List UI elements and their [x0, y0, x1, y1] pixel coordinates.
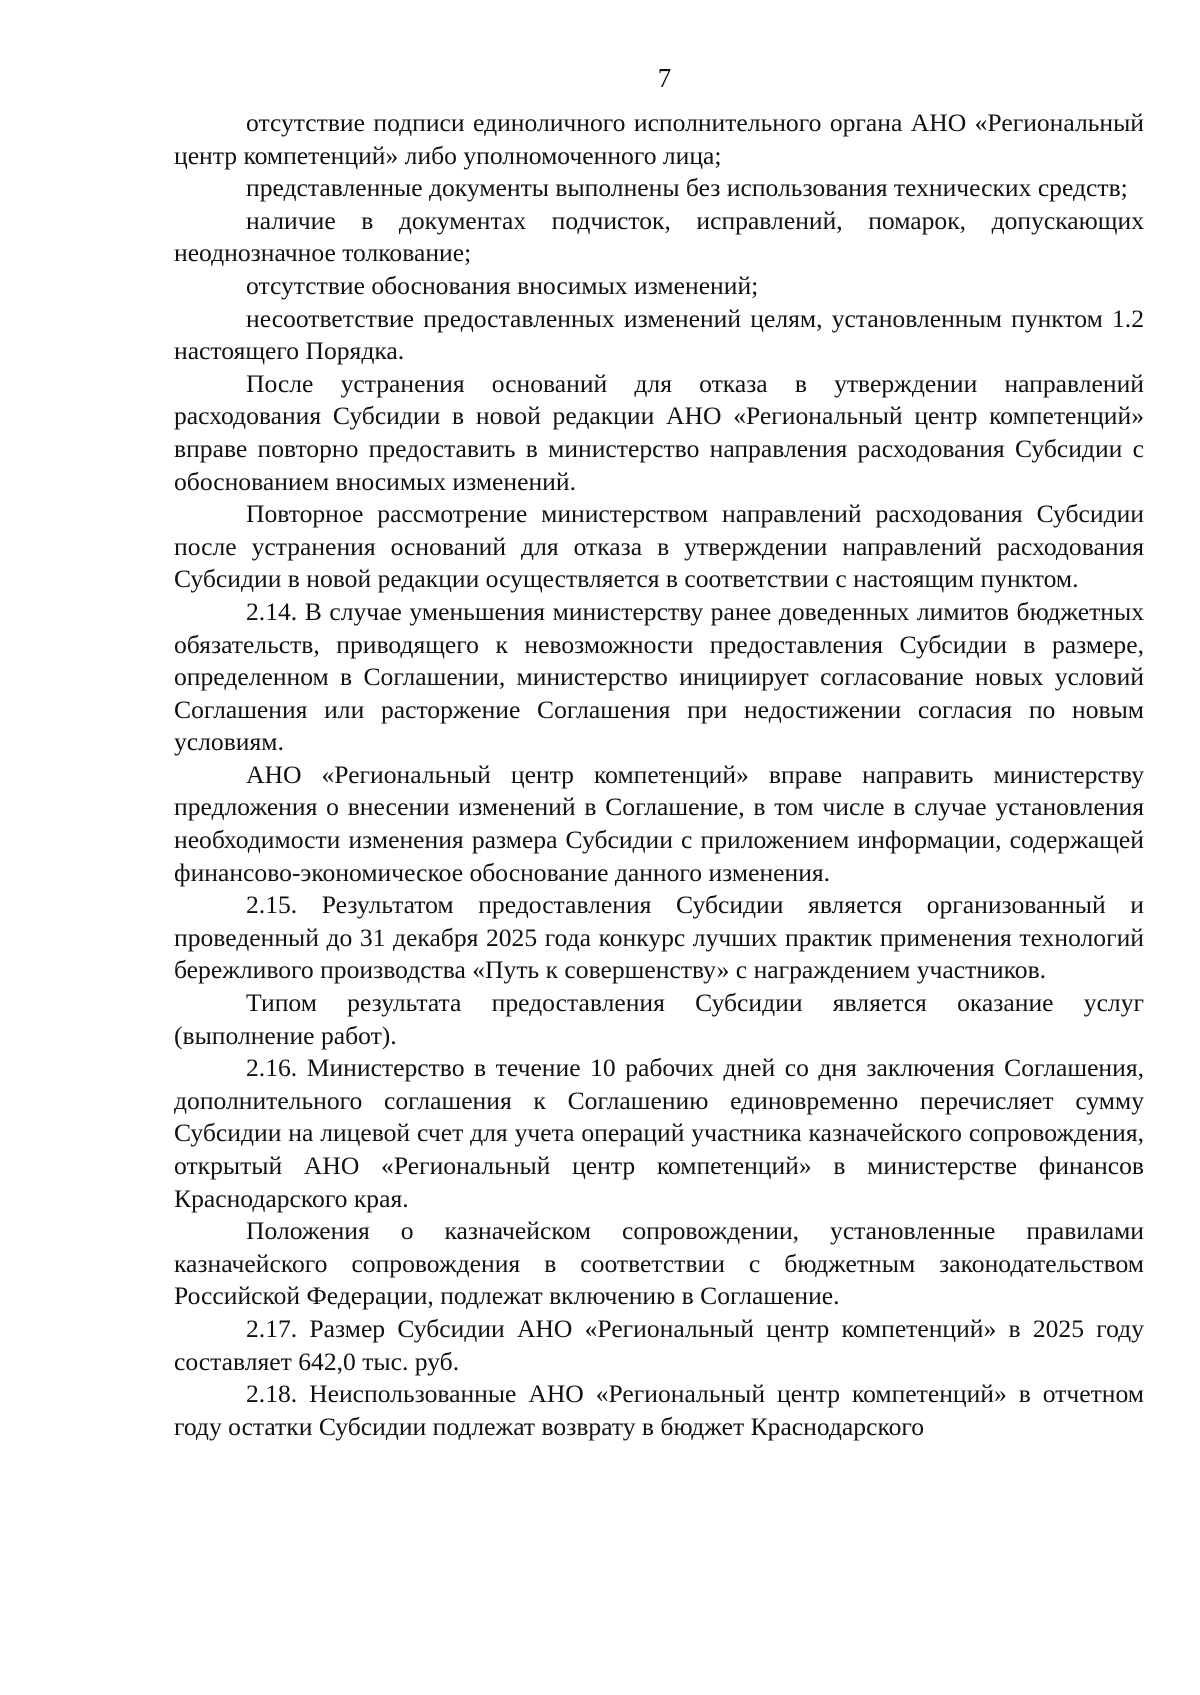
paragraph-no-justification: отсутствие обоснования вносимых изменений; — [246, 270, 759, 300]
paragraph-re-review: Повторное рассмотрение министерством направлений расходования Субсидии после устранения оснований для отказа в утверждении направлений расходования Субсидии в новой редакции осуществляется в соответствии с настоящим пунктом. — [174, 499, 1144, 594]
document-body — [174, 107, 1144, 1443]
paragraph-2-17: 2.17. Размер Субсидии АНО «Региональный центр компетенций» в 2025 году составляет 642,0 тыс. руб. — [174, 1313, 1144, 1376]
paragraph-treasury-support: Положения о казначейском сопровождении, установленные правилами казначейского сопровождения в соответствии с бюджетным законодательством Российской Федерации, подлежат включению в Соглашение. — [174, 1216, 1144, 1311]
paragraph-2-15: 2.15. Результатом предоставления Субсидии является организованный и проведенный до 31 декабря 2025 года конкурс лучших практик применения технологий бережливого производства «Путь к совершенству» с награждением участников. — [174, 890, 1144, 985]
paragraph-result-type: Типом результата предоставления Субсидии является оказание услуг (выполнение работ). — [174, 988, 1144, 1050]
paragraph-no-technical-means: представленные документы выполнены без использования технических средств; — [246, 173, 1128, 203]
paragraph-missing-signature: отсутствие подписи единоличного исполнительного органа АНО «Региональный центр компетенций» либо уполномоченного лица; — [174, 108, 1144, 170]
paragraph-2-14: 2.14. В случае уменьшения министерству ранее доведенных лимитов бюджетных обязательств, приводящего к невозможности предоставления Субсидии в размере, определенном в Соглашении, министерство инициирует согласование новых условий Соглашения или расторжение Соглашения при недостижении согласия по новым условиям. — [174, 596, 1144, 757]
paragraph-2-18: 2.18. Неиспользованные АНО «Региональный центр компетенций» в отчетном году остатки Субсидии подлежат возврату в бюджет Краснодарского — [174, 1379, 1144, 1441]
page-number: 7 — [657, 63, 672, 93]
paragraph-amendment-proposals: АНО «Региональный центр компетенций» вправе направить министерству предложения о внесении изменений в Соглашение, в том числе в случае установления необходимости изменения размера Субсидии с приложением информации, содержащей финансово-экономическое обоснование данного изменения. — [174, 759, 1144, 887]
paragraph-nonconformity: несоответствие предоставленных изменений целям, установленным пунктом 1.2 настоящего Порядка. — [174, 303, 1144, 366]
paragraph-resubmission: После устранения оснований для отказа в утверждении направлений расходования Субсидии в новой редакции АНО «Региональный центр компетенций» вправе повторно предоставить в министерство направления расходования Субсидии с обоснованием вносимых изменений. — [174, 368, 1144, 496]
paragraph-2-16: 2.16. Министерство в течение 10 рабочих дней со дня заключения Соглашения, дополнительного соглашения к Соглашению единовременно перечисляет сумму Субсидии на лицевой счет для учета операций участника казначейского сопровождения, открытый АНО «Региональный центр компетенций» в министерстве финансов Краснодарского края. — [174, 1053, 1144, 1213]
paragraph-erasures-corrections: наличие в документах подчисток, исправлений, помарок, допускающих неоднозначное толкование; — [174, 205, 1144, 268]
